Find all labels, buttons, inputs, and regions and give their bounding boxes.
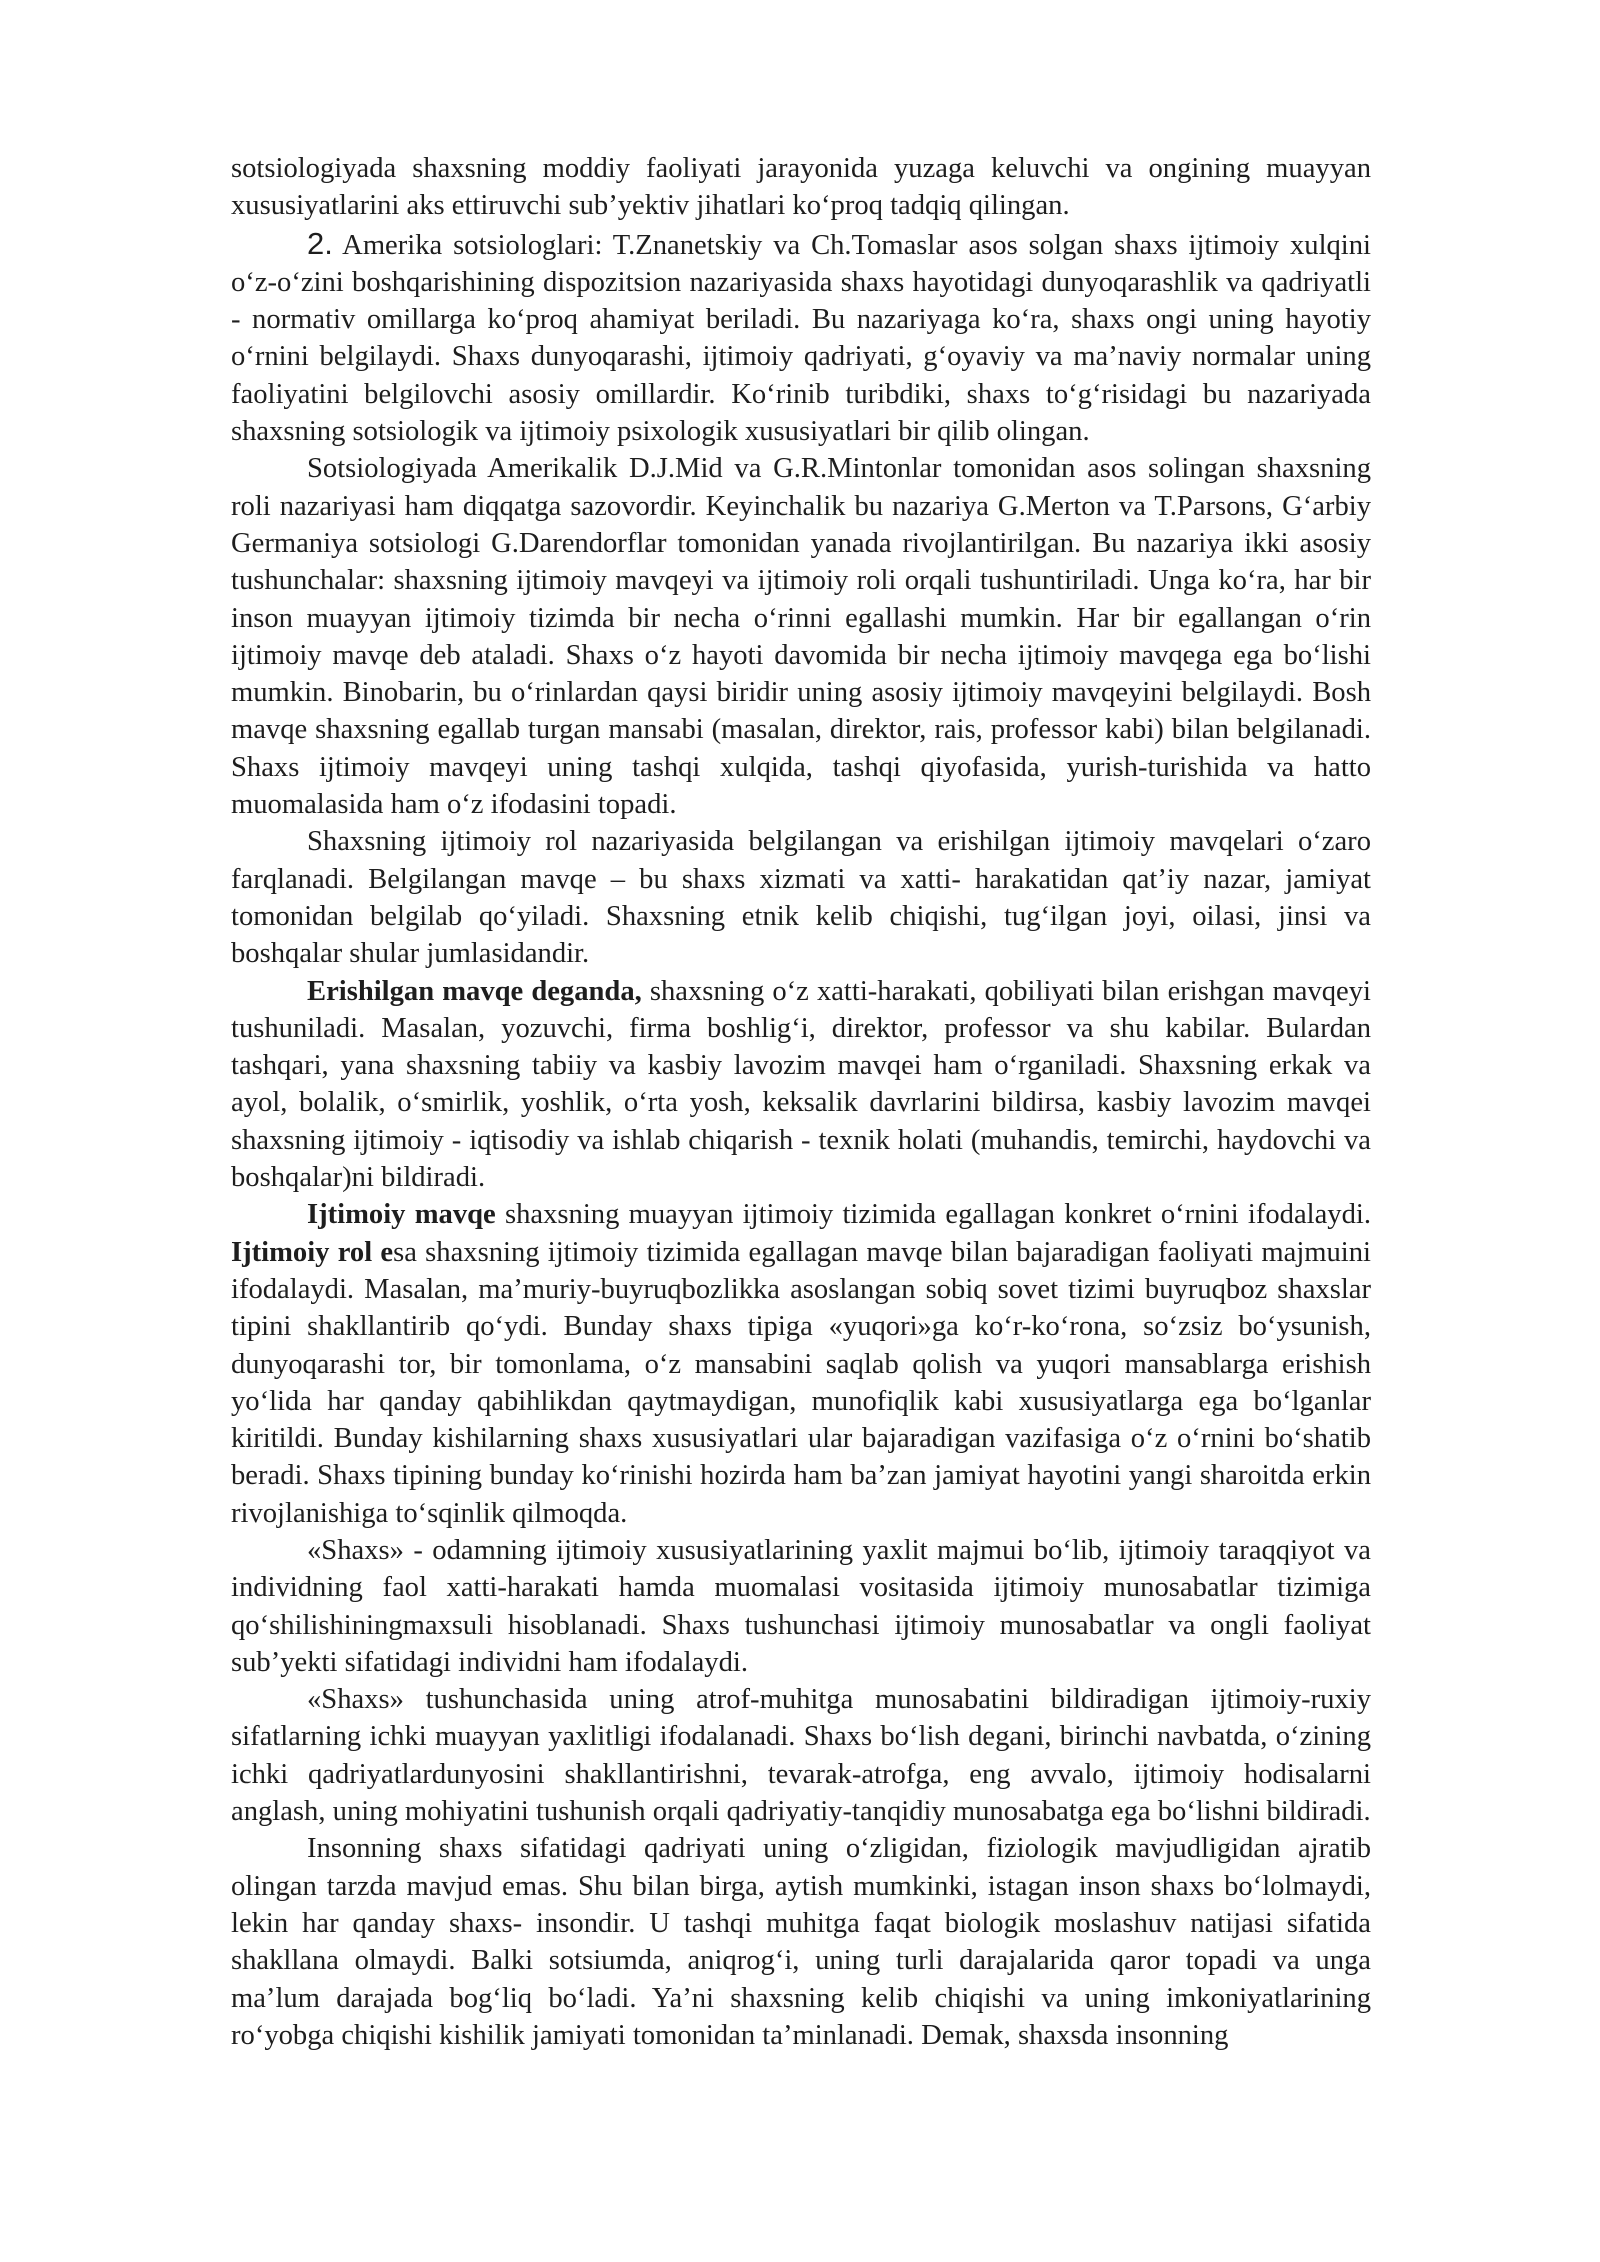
paragraph-5-text: shaxsning o‘z xatti-harakati, qobiliyati bilan erishgan mavqeyi tushuniladi. Masalan, yozuvchi, firma boshlig‘i, direktor, professor va shu kabilar. Bulardan tashqari, yana shaxsning tabiiy va kasbiy lavozim mavqei ham o‘rganiladi. Shaxsning erkak va ayol, bolalik, o‘smirlik, yoshlik, o‘rta yosh, keksalik davrlarini bildirsa, kasbiy lavozim mavqei shaxsning ijtimoiy - iqtisodiy va ishlab chiqarish - texnik holati (muhandis, temirchi, haydovchi va boshqalar)ni bildiradi. — [231, 975, 1371, 1194]
paragraph-5 — [231, 973, 1371, 1197]
paragraph-4 — [231, 823, 1371, 972]
paragraph-7-text: «Shaxs» - odamning ijtimoiy xususiyatlarining yaxlit majmui bo‘lib, ijtimoiy taraqqiyot va individning faol xatti-harakati hamda muomalasi vositasida ijtimoiy munosabatlar tizimiga qo‘shilishiningmaxsuli hisoblanadi. Shaxs tushunchasi ijtimoiy munosabatlar va ongli faoliyat sub’yekti sifatidagi individni ham ifodalaydi. — [231, 1534, 1371, 1678]
paragraph-9 — [231, 1830, 1371, 2054]
paragraph-2 — [231, 225, 1371, 451]
paragraph-5-bold-term: Erishilgan mavqe deganda, — [307, 975, 642, 1007]
paragraph-6-text-2: sa shaxsning ijtimoiy tizimida egallagan mavqe bilan bajaradigan faoliyati majmuini ifodalaydi. Masalan, ma’muriy-buyruqbozlikka asoslangan sobiq sovet tizimi buyruqboz shaxslar tipini shakllantirib qo‘ydi. Bunday shaxs tipiga «yuqori»ga ko‘r-ko‘rona, so‘zsiz bo‘ysunish, dunyoqarashi tor, bir tomonlama, o‘z mansabini saqlab qolish va yuqori mansablarga erishish yo‘lida har qanday qabihlikdan qaytmaydigan, munofiqlik kabi xususiyatlarga ega bo‘lganlar kiritildi. Bunday kishilarning shaxs xususiyatlari ular bajaradigan vazifasiga o‘z o‘rnini bo‘shatib beradi. Shaxs tipining bunday ko‘rinishi hozirda ham ba’zan jamiyat hayotini yangi sharoitda erkin rivojlanishiga to‘sqinlik qilmoqda. — [231, 1236, 1371, 1529]
paragraph-9-text: Insonning shaxs sifatidagi qadriyati uning o‘zligidan, fiziologik mavjudligidan ajratib olingan tarzda mavjud emas. Shu bilan birga, aytish mumkinki, istagan inson shaxs bo‘lolmaydi, lekin har qanday shaxs- insondir. U tashqi muhitga faqat biologik moslashuv natijasi sifatida shakllana olmaydi. Balki sotsiumda, aniqrog‘i, uning turli darajalarida qaror topadi va unga ma’lum darajada bog‘liq bo‘ladi. Ya’ni shaxsning kelib chiqishi va uning imkoniyatlarining ro‘yobga chiqishi kishilik jamiyati tomonidan ta’minlanadi. Demak, shaxsda insonning — [231, 1833, 1371, 2051]
paragraph-1 — [231, 150, 1371, 225]
paragraph-2-number: 2. — [307, 225, 333, 261]
document-page — [231, 150, 1371, 2054]
paragraph-6 — [231, 1196, 1371, 1532]
paragraph-4-text: Shaxsning ijtimoiy rol nazariyasida belgilangan va erishilgan ijtimoiy mavqelari o‘zaro farqlanadi. Belgilangan mavqe – bu shaxs xizmati va xatti- harakatidan qat’iy nazar, jamiyat tomonidan belgilab qo‘yiladi. Shaxsning etnik kelib chiqishi, tug‘ilgan joyi, oilasi, jinsi va boshqalar shular jumlasidandir. — [231, 826, 1371, 970]
paragraph-7 — [231, 1532, 1371, 1681]
paragraph-6-bold-term-1: Ijtimoiy mavqe — [307, 1199, 496, 1231]
paragraph-3 — [231, 450, 1371, 823]
paragraph-6-text-1: shaxsning muayyan ijtimoiy tizimida egallagan konkret o‘rnini ifodalaydi. — [495, 1199, 1371, 1231]
paragraph-3-text: Sotsiologiyada Amerikalik D.J.Mid va G.R.Mintonlar tomonidan asos solingan shaxsning roli nazariyasi ham diqqatga sazovordir. Keyinchalik bu nazariya G.Merton va T.Parsons, G‘arbiy Germaniya sotsiologi G.Darendorflar tomonidan yanada rivojlantirilgan. Bu nazariya ikki asosiy tushunchalar: shaxsning ijtimoiy mavqeyi va ijtimoiy roli orqali tushuntiriladi. Unga ko‘ra, har bir inson muayyan ijtimoiy tizimda bir necha o‘rinni egallashi mumkin. Har bir egallangan o‘rin ijtimoiy mavqe deb ataladi. Shaxs o‘z hayoti davomida bir necha ijtimoiy mavqega ega bo‘lishi mumkin. Binobarin, bu o‘rinlardan qaysi biridir uning asosiy ijtimoiy mavqeyini belgilaydi. Bosh mavqe shaxsning egallab turgan mansabi (masalan, direktor, rais, professor kabi) bilan belgilanadi. Shaxs ijtimoiy mavqeyi uning tashqi xulqida, tashqi qiyofasida, yurish-turishida va hatto muomalasida ham o‘z ifodasini topadi. — [231, 453, 1371, 821]
paragraph-6-bold-term-2: Ijtimoiy rol e — [231, 1236, 394, 1268]
paragraph-2-text: Amerika sotsiologlari: T.Znanetskiy va Ch.Tomaslar asos solgan shaxs ijtimoiy xulqini o‘z-o‘zini boshqarishining dispozitsion nazariyasida shaxs hayotidagi dunyoqarashlik va qadriyatli - normativ omillarga ko‘proq ahamiyat beriladi. Bu nazariyaga ko‘ra, shaxs ongi uning hayotiy o‘rnini belgilaydi. Shaxs dunyoqarashi, ijtimoiy qadriyati, g‘oyaviy va ma’naviy normalar uning faoliyatini belgilovchi asosiy omillardir. Ko‘rinib turibdiki, shaxs to‘g‘risidagi bu nazariyada shaxsning sotsiologik va ijtimoiy psixologik xususiyatlari bir qilib olingan. — [231, 229, 1371, 448]
paragraph-8 — [231, 1681, 1371, 1830]
paragraph-8-text: «Shaxs» tushunchasida uning atrof-muhitga munosabatini bildiradigan ijtimoiy-ruxiy sifatlarning ichki muayyan yaxlitligi ifodalanadi. Shaxs bo‘lish degani, birinchi navbatda, o‘zining ichki qadriyatlardunyosini shakllantirishni, tevarak-atrofga, eng avvalo, ijtimoiy hodisalarni anglash, uning mohiyatini tushunish orqali qadriyatiy-tanqidiy munosabatga ega bo‘lishni bildiradi. — [231, 1684, 1371, 1828]
paragraph-1-text: sotsiologiyada shaxsning moddiy faoliyati jarayonida yuzaga keluvchi va ongining muayyan xususiyatlarini aks ettiruvchi sub’yektiv jihatlari ko‘proq tadqiq qilingan. — [231, 153, 1371, 222]
